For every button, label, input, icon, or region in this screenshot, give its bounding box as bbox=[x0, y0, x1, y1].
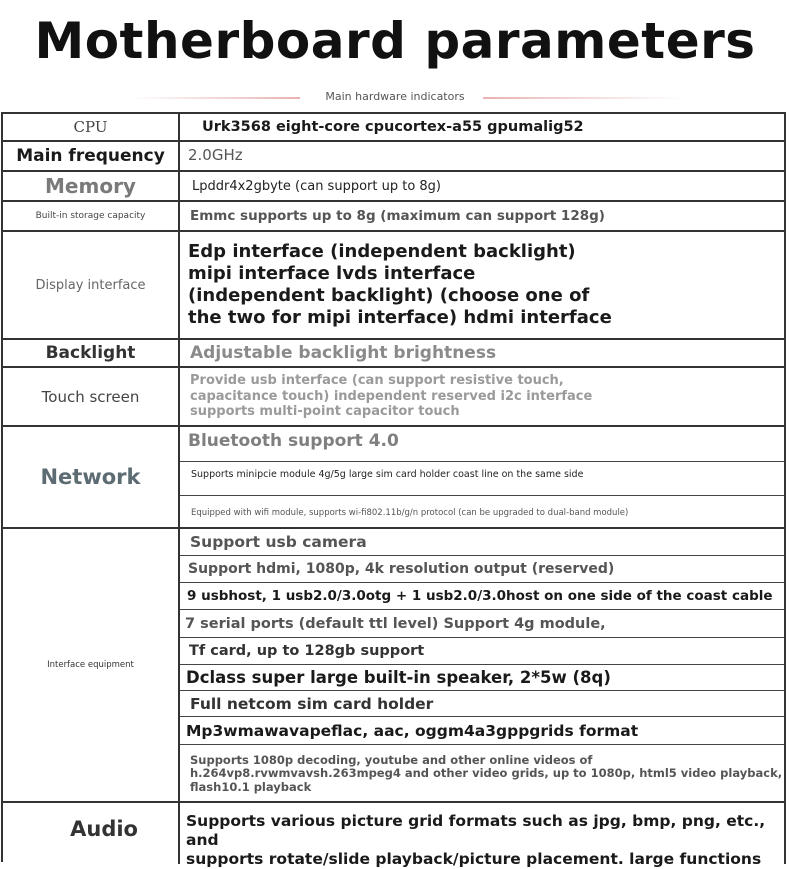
value-interface-equipment bbox=[180, 529, 786, 801]
network-item: Supports minipcie module 4g/5g large sim card holder coast line on the same side bbox=[180, 462, 784, 496]
label-main-frequency: Main frequency bbox=[3, 142, 180, 170]
label-memory: Memory bbox=[3, 172, 180, 200]
value-audio bbox=[180, 803, 786, 868]
display-line: mipi interface lvds interface bbox=[188, 263, 476, 284]
display-line: the two for mipi interface) hdmi interface bbox=[188, 307, 612, 328]
subtitle-divider-right bbox=[483, 97, 683, 99]
value-network bbox=[180, 427, 786, 527]
network-item: Bluetooth support 4.0 bbox=[180, 427, 784, 462]
row-display-interface bbox=[3, 232, 786, 340]
touch-line: Provide usb interface (can support resistive touch, bbox=[190, 373, 564, 389]
interface-item: 9 usbhost, 1 usb2.0/3.0otg + 1 usb2.0/3.0host on one side of the coast cable bbox=[180, 583, 784, 610]
network-item: Equipped with wifi module, supports wi-fi802.11b/g/n protocol (can be upgraded to dual-band module) bbox=[191, 507, 629, 518]
label-storage: Built-in storage capacity bbox=[3, 202, 180, 230]
subtitle: Main hardware indicators bbox=[325, 90, 465, 103]
value-cpu: Urk3568 eight-core cpucortex-a55 gpumalig52 bbox=[180, 114, 786, 140]
interface-item: Dclass super large built-in speaker, 2*5w (8q) bbox=[180, 665, 784, 691]
interface-item: Full netcom sim card holder bbox=[180, 691, 784, 717]
subtitle-bar bbox=[0, 88, 790, 108]
label-display-interface: Display interface bbox=[3, 232, 180, 338]
label-cpu: CPU bbox=[3, 114, 180, 140]
audio-line: supports rotate/slide playback/picture placement. large functions bbox=[186, 850, 762, 868]
video-line: flash10.1 playback bbox=[190, 779, 312, 794]
row-touch-screen bbox=[3, 368, 786, 427]
label-audio: Audio bbox=[3, 803, 180, 864]
label-interface-equipment: Interface equipment bbox=[3, 529, 180, 801]
value-touch-screen bbox=[180, 368, 786, 425]
interface-item: Tf card, up to 128gb support bbox=[180, 638, 784, 665]
row-audio bbox=[3, 803, 786, 868]
interface-item: Support usb camera bbox=[180, 529, 784, 556]
video-line: h.264vp8.rvwmvavsh.263mpeg4 and other video grids, up to 1080p, html5 video playback, bbox=[190, 766, 783, 781]
row-main-frequency bbox=[3, 142, 786, 172]
display-line: (independent backlight) (choose one of bbox=[188, 285, 590, 306]
interface-item: Support hdmi, 1080p, 4k resolution output (reserved) bbox=[180, 556, 784, 583]
page-title: Motherboard parameters bbox=[34, 12, 756, 70]
interface-item: 7 serial ports (default ttl level) Support 4g module, bbox=[180, 610, 784, 638]
row-storage bbox=[3, 202, 786, 232]
value-memory: Lpddr4x2gbyte (can support up to 8g) bbox=[180, 172, 786, 200]
label-touch-screen: Touch screen bbox=[3, 368, 180, 425]
row-memory bbox=[3, 172, 786, 202]
spec-table bbox=[1, 112, 786, 868]
value-backlight: Adjustable backlight brightness bbox=[180, 340, 786, 366]
touch-line: supports multi-point capacitor touch bbox=[190, 404, 460, 420]
display-line: Edp interface (independent backlight) bbox=[188, 241, 576, 262]
value-display-interface bbox=[180, 232, 786, 338]
interface-video-playback bbox=[180, 745, 784, 803]
touch-line: capacitance touch) independent reserved i2c interface bbox=[190, 388, 593, 404]
row-interface-equipment bbox=[3, 529, 786, 803]
audio-line: Supports various picture grid formats such as jpg, bmp, png, etc., and bbox=[186, 812, 766, 849]
video-line: Supports 1080p decoding, youtube and other online videos of bbox=[190, 752, 593, 767]
label-backlight: Backlight bbox=[3, 340, 180, 366]
label-network: Network bbox=[3, 427, 180, 527]
row-backlight bbox=[3, 340, 786, 368]
value-main-frequency: 2.0GHz bbox=[180, 142, 786, 170]
interface-item: Mp3wmawavapeflac, aac, oggm4a3gppgrids format bbox=[180, 717, 784, 745]
row-network bbox=[3, 427, 786, 529]
row-cpu bbox=[3, 114, 786, 142]
value-storage: Emmc supports up to 8g (maximum can support 128g) bbox=[180, 202, 786, 230]
